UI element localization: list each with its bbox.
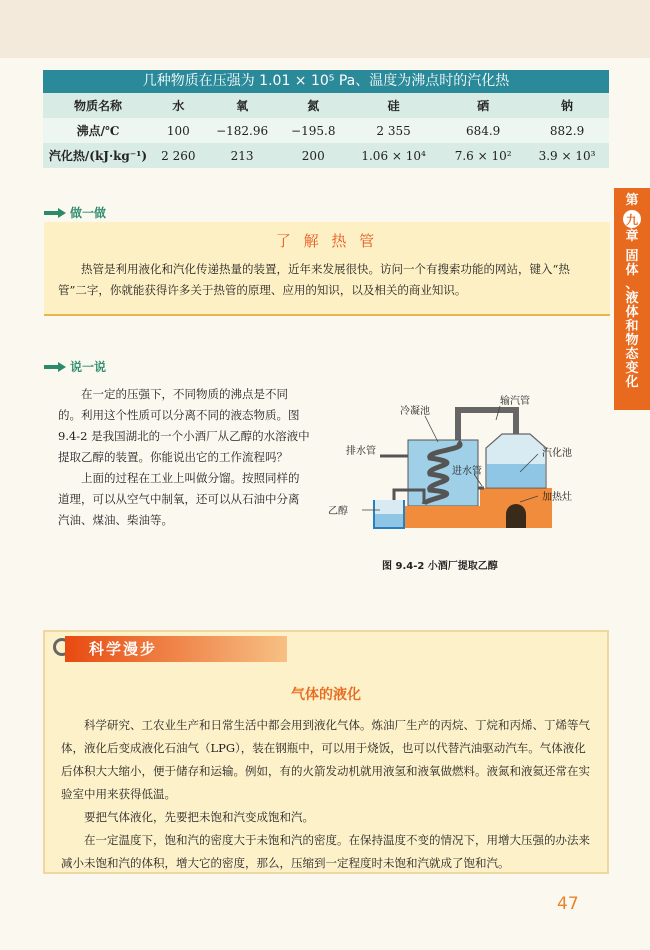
chapter-title-char: 液 (625, 291, 639, 306)
ethanol-liquid (375, 514, 403, 527)
arrow-icon (44, 208, 66, 218)
label-heater: 加热灶 (542, 492, 572, 503)
table-header-cell: 硒 (441, 93, 525, 118)
chapter-title-char: 态 (625, 347, 639, 362)
label-vapor-tank: 汽化池 (542, 448, 572, 459)
chapter-title-char: 变 (625, 361, 639, 376)
chapter-title-char: 体 (625, 305, 639, 320)
table-row (43, 143, 609, 168)
talk-section-text (58, 384, 310, 531)
table-header-cell: 物质名称 (43, 93, 153, 118)
table-cell: 2 355 (346, 118, 441, 143)
talk-section-label (44, 358, 106, 375)
table-header-row (43, 93, 609, 118)
table-cell: 7.6 × 10² (441, 143, 525, 168)
talk-paragraph: 上面的过程在工业上叫做分馏。按照同样的道理，可以从空气中制氧，还可以从石油中分离汽油、煤油、柴油等。 (58, 471, 300, 527)
distillation-diagram (320, 392, 600, 572)
label-steam-pipe: 输汽管 (500, 396, 530, 407)
science-banner: 科学漫步 (65, 636, 287, 662)
label-drain: 排水管 (346, 446, 376, 457)
table-cell: 213 (204, 143, 281, 168)
table-cell: 100 (153, 118, 204, 143)
table-cell: 1.06 × 10⁴ (346, 143, 441, 168)
table-header-cell: 钠 (525, 93, 609, 118)
table-cell: 882.9 (525, 118, 609, 143)
science-paragraph: 科学研究、工农业生产和日常生活中都会用到液化气体。炼油厂生产的丙烷、丁烷和丙烯、丁烯等气体，液化后变成液化石油气（LPG），装在钢瓶中，可以用于烧饭，也可以代替汽油驱动汽车。气体液化后体积大大缩小，便于储存和运输。例如，有的火箭发动机就用液氢和液氧做燃料。液氮和液氦还常在实验室中用来获得低温。 (61, 718, 590, 801)
page-number: 47 (557, 894, 579, 914)
science-walk-box (43, 630, 609, 874)
table-title: 几种物质在压强为 1.01 × 10⁵ Pa、温度为沸点时的汽化热 (43, 70, 609, 93)
table-cell: 沸点/℃ (43, 118, 153, 143)
figure-caption: 图 9.4-2 小酒厂提取乙醇 (382, 561, 498, 572)
do-section-label-text: 做一做 (70, 206, 107, 220)
chapter-title-char: 固 (625, 249, 639, 264)
table-header-cell: 水 (153, 93, 204, 118)
talk-paragraph: 在一定的压强下，不同物质的沸点是不同的。利用这个性质可以分离不同的液态物质。图 9.4-2 是我国湖北的一个小酒厂从乙醇的水溶液中提取乙醇的装置。你能说出它的工作流程吗？ (58, 387, 310, 464)
label-ethanol: 乙醇 (328, 506, 348, 517)
chapter-prefix: 第 (625, 193, 639, 208)
table-cell: −195.8 (280, 118, 346, 143)
do-section-title: 了 解 热 管 (275, 232, 379, 250)
talk-section-label-text: 说一说 (70, 360, 107, 374)
arrow-icon (44, 362, 66, 372)
chapter-suffix: 章 (625, 229, 639, 244)
science-title: 气体的液化 (291, 687, 361, 703)
chapter-number: 九 (623, 210, 641, 228)
tank-liquid (487, 464, 545, 487)
stove-opening (506, 504, 526, 528)
table-cell: 2 260 (153, 143, 204, 168)
condenser-base (404, 506, 482, 528)
chapter-title-char: 体 (625, 263, 639, 278)
table-header-cell: 氧 (204, 93, 281, 118)
do-section-label (44, 204, 106, 221)
do-section-box (44, 222, 610, 316)
chapter-title-char: 物 (625, 333, 639, 348)
table-header-cell: 硅 (346, 93, 441, 118)
chapter-title-char: 化 (625, 375, 639, 390)
science-paragraph: 在一定温度下，饱和汽的密度大于未饱和汽的密度。在保持温度不变的情况下，用增大压强的办法来减小未饱和汽的体积，增大它的密度，那么，压缩到一定程度时未饱和汽就成了饱和汽。 (61, 833, 590, 870)
table-cell: 汽化热/(kJ·kg⁻¹) (43, 143, 153, 168)
chapter-title-char: 、 (625, 277, 639, 292)
table-cell: −182.96 (204, 118, 281, 143)
table-header-cell: 氮 (280, 93, 346, 118)
heat-of-vaporization-table (43, 70, 609, 168)
label-inlet: 进水管 (452, 466, 482, 477)
science-paragraph: 要把气体液化，先要把未饱和汽变成饱和汽。 (84, 810, 314, 824)
chapter-title-char: 和 (625, 319, 639, 334)
science-body (61, 714, 591, 875)
table-cell: 200 (280, 143, 346, 168)
label-condenser: 冷凝池 (400, 406, 430, 417)
table-cell: 684.9 (441, 118, 525, 143)
table-cell: 3.9 × 10³ (525, 143, 609, 168)
do-section-text: 热管是利用液化和汽化传递热量的装置，近年来发展很快。访问一个有搜索功能的网站，键入“热管”二字，你就能获得许多关于热管的原理、应用的知识，以及相关的商业知识。 (58, 262, 570, 297)
chapter-side-tab (614, 188, 650, 410)
table-row (43, 118, 609, 143)
page-header-band (0, 0, 650, 58)
